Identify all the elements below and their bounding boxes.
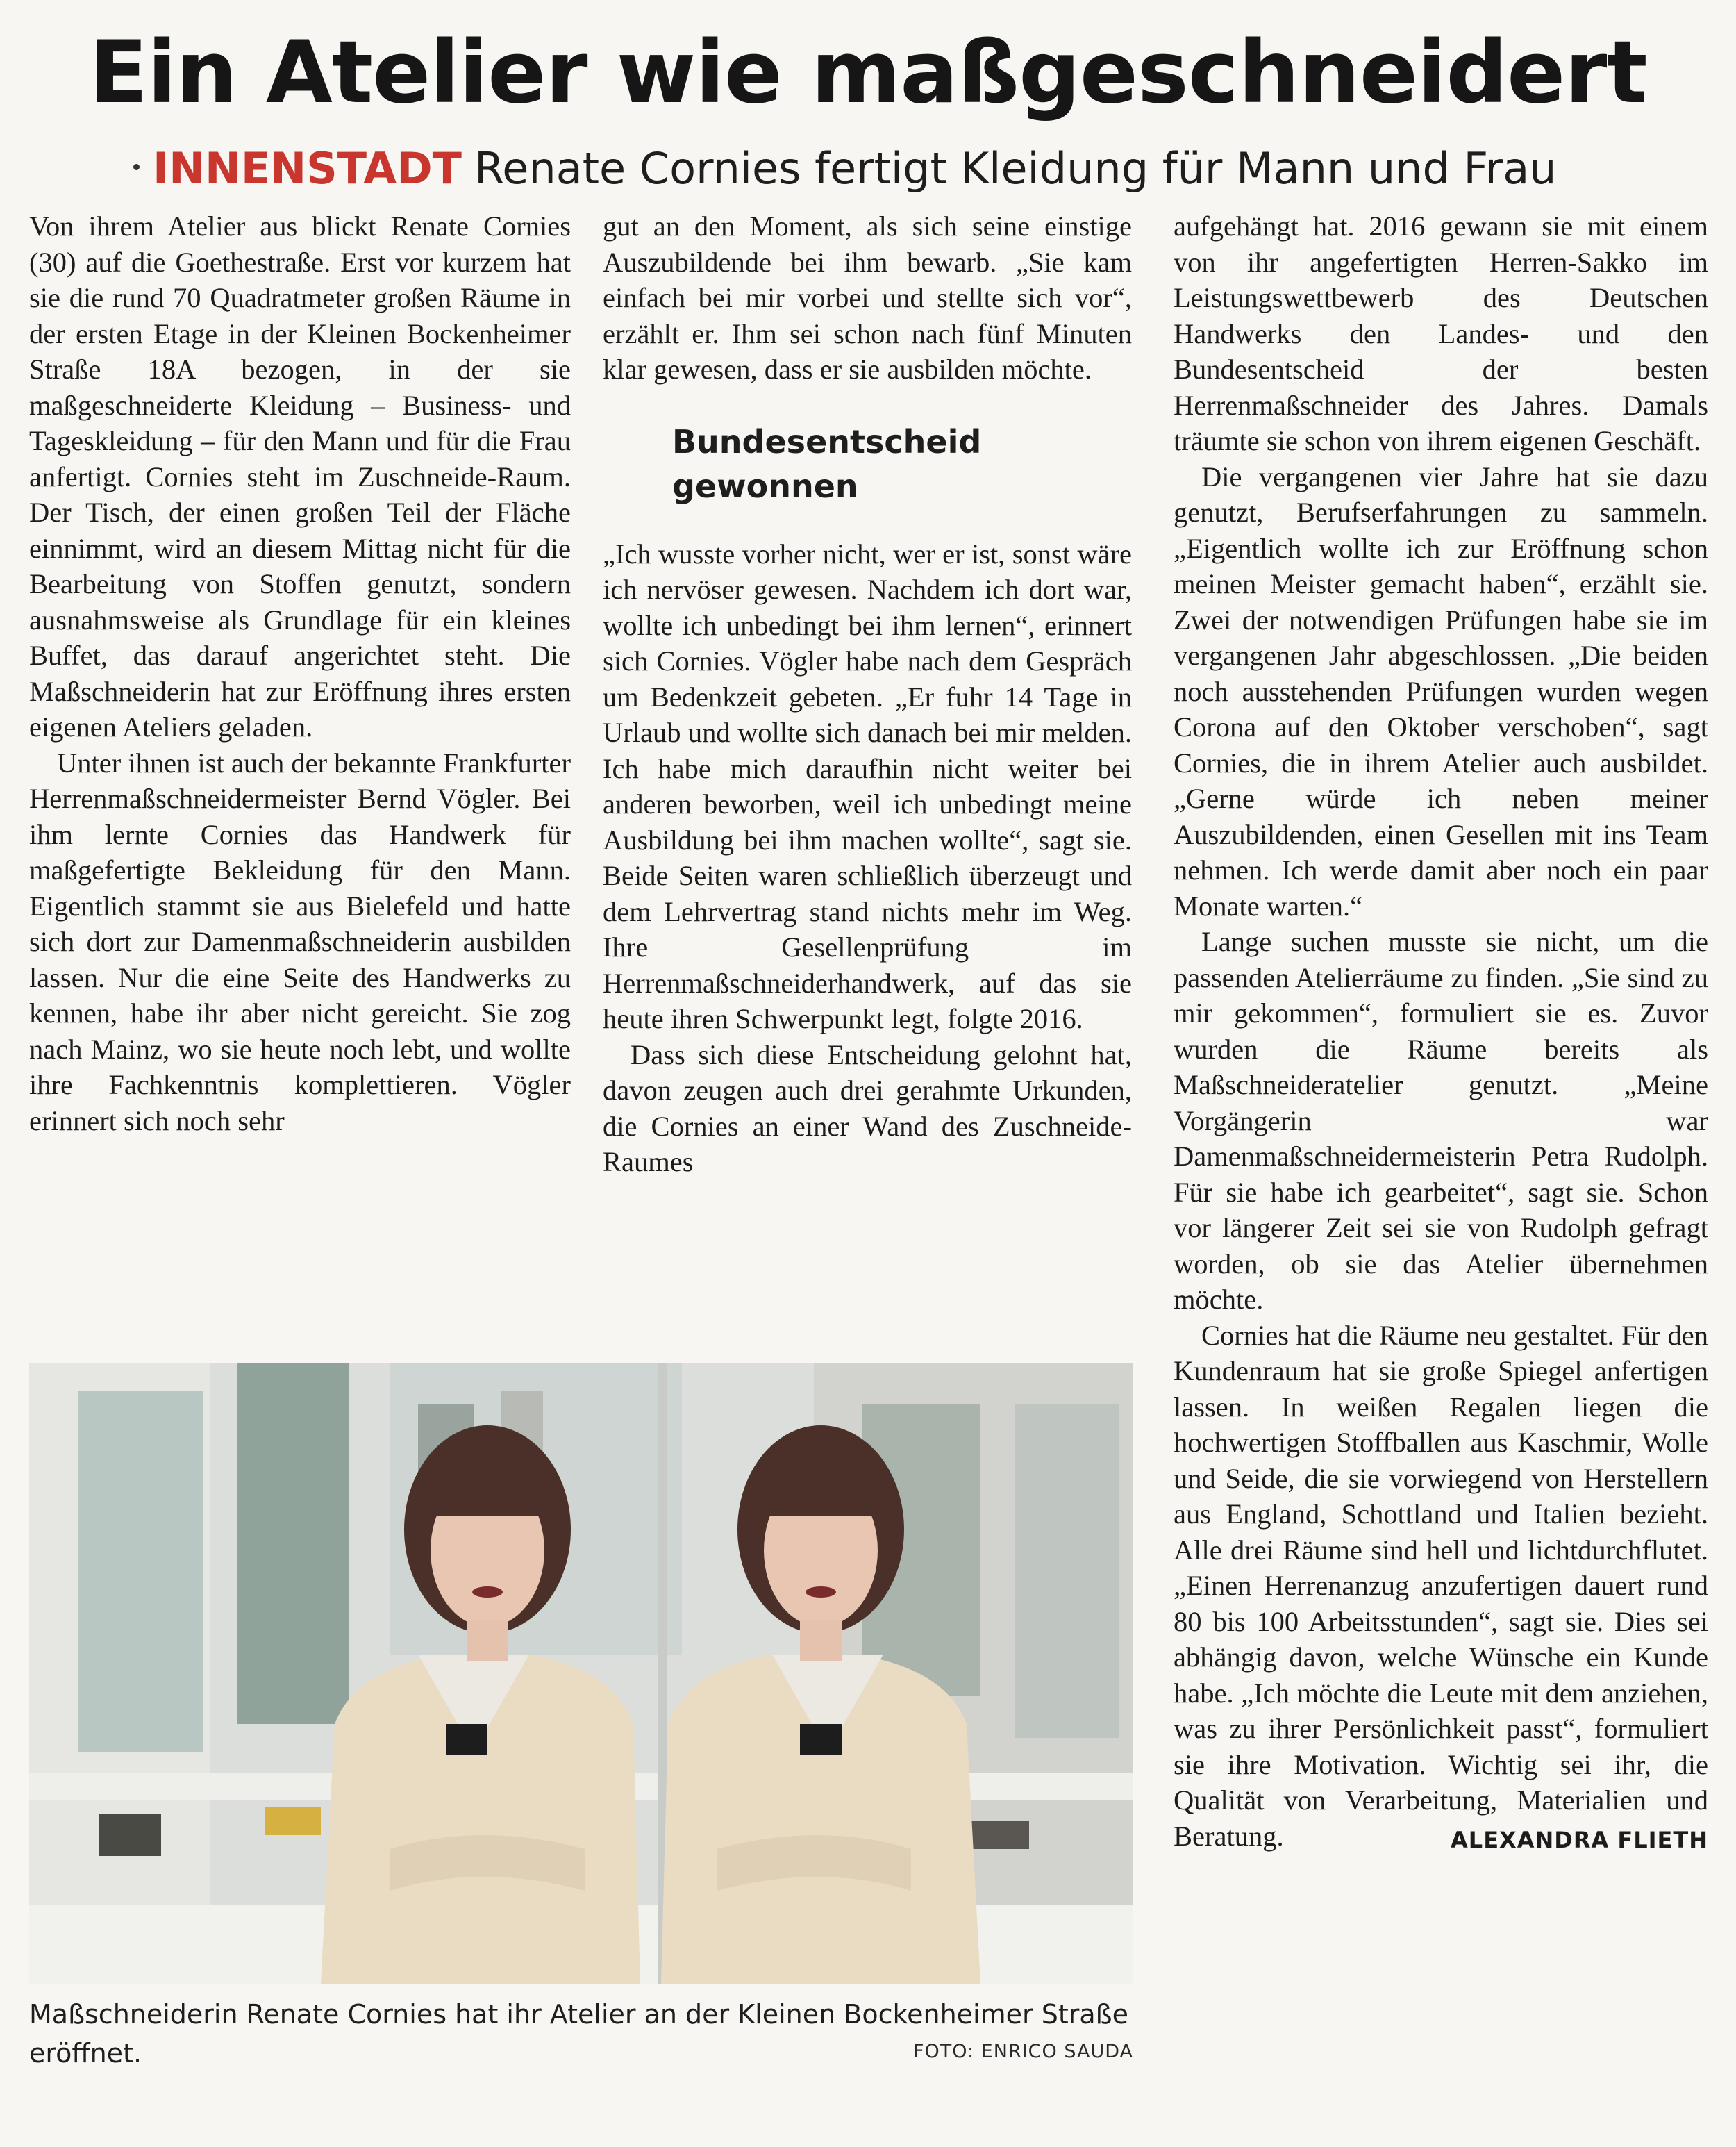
photo-illustration: [29, 1363, 1133, 1984]
section-heading-line-2: gewonnen: [672, 467, 858, 505]
subtitle: Renate Cornies fertigt Kleidung für Mann und Frau: [474, 143, 1557, 194]
column-1: [29, 208, 571, 1138]
headline: Ein Atelier wie maßgeschneidert: [89, 23, 1647, 123]
paragraph: [1174, 1318, 1708, 1855]
column-3: [1174, 208, 1708, 1858]
kicker: INNENSTADT: [153, 143, 462, 194]
paragraph: aufgehängt hat. 2016 gewann sie mit einem von ihr angefertigten Herren-Sakko im Leistungswettbewerb des Deutschen Handwerks den Landes- und den Bundesentscheid der besten Herrenmaßschneider des Jahres. Damals träumte sie schon von ihrem eigenen Geschäft.: [1174, 210, 1708, 456]
paragraph: Die vergangenen vier Jahre hat sie dazu genutzt, Berufserfahrungen zu sammeln. „Eigentlich wollte ich zur Eröffnung schon meinen Meister gemacht haben“, erzählt sie. Zwei der notwendigen Prüfungen habe sie im vergangenen Jahr abgeschlossen. „Die beiden noch ausstehenden Prüfungen wurden wegen Corona auf den Oktober verschoben“, sagt Cornies, die in ihrem Atelier auch ausbildet. „Gerne würde ich neben meiner Auszubildenden, einen Gesellen mit ins Team nehmen. Ich werde damit aber noch ein paar Monate warten.“: [1174, 461, 1708, 922]
paragraph: gut an den Moment, als sich seine einstige Auszubildende bei ihm bewarb. „Sie kam einfach bei mir vorbei und stellte sich vor“, erzählt er. Ihm sei schon nach fünf Minuten klar gewesen, dass er sie ausbilden möchte.: [603, 210, 1132, 385]
paragraph: Von ihrem Atelier aus blickt Renate Cornies (30) auf die Goethestraße. Erst vor kurzem hat sie die rund 70 Quadratmeter großen Räume in der ersten Etage in der Kleinen Bockenheimer Straße 18A bezogen, in der sie maßgeschneiderte Kleidung – Business- und Tageskleidung – für den Mann und für die Frau anfertigt. Cornies steht im Zuschneide-Raum. Der Tisch, der einen großen Teil der Fläche einnimmt, wird an diesem Mittag nicht für die Bearbeitung von Stoffen genutzt, sondern ausnahmsweise als Grundlage für ein kleines Buffet, das darauf angerichtet steht. Die Maßschneiderin hat zur Eröffnung ihres ersten eigenen Ateliers geladen.: [29, 210, 571, 743]
paragraph-text: Cornies hat die Räume neu gestaltet. Für den Kundenraum hat sie große Spiegel anfertigen lassen. In weißen Regalen liegen die hochwertigen Stoffballen aus Kaschmir, Wolle und Seide, die sie vorwiegend von Herstellern aus England, Schottland und Italien bezieht. Alle drei Räume sind hell und lichtdurchflutet. „Einen Herrenanzug anzufertigen dauert rund 80 bis 100 Arbeitsstunden“, sagt sie. Dies sei abhängig davon, welche Wünsche ein Kunde habe. „Ich möchte die Leute mit dem anziehen, was zu ihrer Persönlichkeit passt“, formuliert sie ihre Motivation. Wichtig sei ihr, die Qualität von Verarbeitung, Materialien und Beratung.: [1174, 1319, 1708, 1852]
bullet-dot: [133, 164, 140, 170]
article-photo: [29, 1363, 1133, 1984]
paragraph: Unter ihnen ist auch der bekannte Frankfurter Herrenmaßschneidermeister Bernd Vögler. Bei ihm lernte Cornies das Handwerk für maßgefertigte Bekleidung für den Mann. Eigentlich stammt sie aus Bielefeld und hatte sich dort zur Damenmaßschneiderin ausbilden lassen. Nur die eine Seite des Handwerks zu kennen, habe ihr aber nicht gereicht. Sie zog nach Mainz, wo sie heute noch lebt, und wollte ihre Fachkenntnis komplettieren. Vögler erinnert sich noch sehr: [29, 747, 571, 1136]
section-heading: [672, 420, 1132, 508]
paragraph: Lange suchen musste sie nicht, um die passenden Atelierräume zu finden. „Sie sind zu mir gekommen“, formuliert sie es. Zuvor wurden die Räume bereits als Maßschneideratelier genutzt. „Meine Vorgängerin war Damenmaßschneidermeisterin Petra Rudolph. Für sie habe ich gearbeitet“, sagt sie. Schon vor längerer Zeit sei sie von Rudolph gefragt worden, ob sie das Atelier übernehmen möchte.: [1174, 926, 1708, 1315]
paragraph: „Ich wusste vorher nicht, wer er ist, sonst wäre ich nervöser gewesen. Nachdem ich dort war, wollte ich unbedingt bei ihm lernen“, erinnert sich Cornies. Vögler habe nach dem Gespräch um Bedenkzeit gebeten. „Er fuhr 14 Tage in Urlaub und wollte sich danach bei mir melden. Ich habe mich daraufhin nicht weiter bei anderen beworben, weil ich unbedingt meine Ausbildung bei ihm machen wollte“, sagt sie. Beide Seiten waren schließlich überzeugt und dem Lehrvertrag stand nichts mehr im Weg. Ihre Gesellenprüfung im Herrenmaßschneiderhandwerk, auf das sie heute ihren Schwerpunkt legt, folgte 2016.: [603, 538, 1132, 1034]
section-heading-line-1: Bundesentscheid: [672, 422, 982, 461]
photo-caption: Maßschneiderin Renate Cornies hat ihr Atelier an der Kleinen Bockenheimer Straße eröffnet.: [29, 1999, 1128, 2069]
paragraph: Dass sich diese Entscheidung gelohnt hat, davon zeugen auch drei gerahmte Urkunden, die Cornies an einer Wand des Zuschneide-Raumes: [603, 1038, 1132, 1177]
photo-credit: FOTO: ENRICO SAUDA: [912, 2041, 1133, 2062]
column-2: [603, 208, 1132, 1180]
author-byline: ALEXANDRA FLIETH: [1451, 1826, 1708, 1853]
subheadline: [153, 138, 1611, 200]
